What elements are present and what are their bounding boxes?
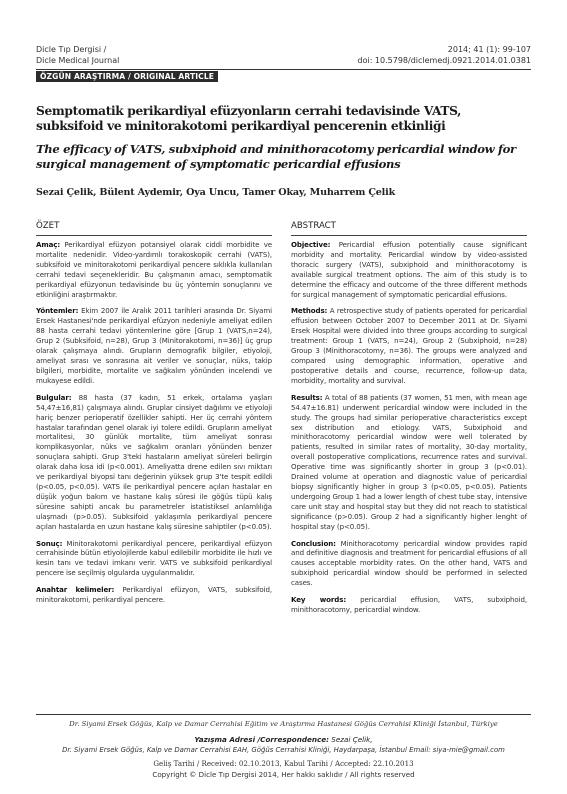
abstract-heading: ABSTRACT xyxy=(291,221,527,236)
article-type-tag: ÖZGÜN ARAŞTIRMA / ORIGINAL ARTICLE xyxy=(36,71,218,82)
affiliation: Dr. Siyami Ersek Göğüs, Kalp ve Damar Cerrahisi Eğitim ve Araştırma Hastanesi Göğüs Cerrahisi Kliniği İstanbul, Türkiye xyxy=(69,720,498,728)
received-accepted-dates: Geliş Tarihi / Received: 02.10.2013, Kabul Tarihi / Accepted: 22.10.2013 xyxy=(153,759,414,768)
title-turkish: Semptomatik perikardiyal efüzyonların cerrahi tedavisinde VATS, subksifoid ve minitorakotomi perikardiyal pencerenin etkinliği xyxy=(36,104,462,133)
abstract-objective: Objective: Pericardial effusion potentially cause significant morbidity and mortality. Pericardial window by video-assisted thoracic surgery (VATS), subxiphoid and minithoracotomy is available surgical treatment options. The aim of this study is to determine the efficacy and outcome of the three different methods for surgical management of symptomatic pericardial effusions. xyxy=(291,240,527,299)
ozet-sonuc: Sonuç: Minitorakotomi perikardiyal pencere, perikardiyal efüzyon cerrahisinde bütün etiyolojilerde kabul edilebilir morbidite ile hızlı ve kesin tanı ve tedavi imkanı verir. VATS ve subksifoid perikardiyal pencere ise seçilmiş olgularda uygulanmalıdır. xyxy=(36,538,272,578)
ozet-bulgular: Bulgular: 88 hasta (37 kadın, 51 erkek, ortalama yaşları 54,47±16,81) çalışmaya alındı. Gruplar cinsiyet dağılımı ve etiyoloji hariç benzer perioperatif özellikler sahipti. Her üç cerrahi yöntem hastalar tarafından genel olarak iyi tolere edildi. Grupların ameliyat mortalitesi, 30 günlük mortalite, tüm ameliyat sonrası komplikasyonlar, nüks ve sağkalım oranları yönünden benzer sonuçlara sahipti. Grup 3'teki hastaların ameliyat süreleri belirgin olarak daha kısa idi (p<0.001). Ameliyatta drene edilen sıvı miktarı ve perikardiyal biyopsi tanı değerinin yüksek grup 3'te tespit edildi (p<0.05, p<0.05). VATS ile perikardiyal pencere açılan hastalar en düşük yoğun bakım ve hastane kalış süresi ile göğüs tüpü kalış süresine sahipti ancak bu parametreler istatistiksel anlamlılığa ulaşmadı (p>0.05). Subksifoid yaklaşımla perikardiyal pencere açılan hastalarda en uzun hastane kalış süresine sahiptiler (p<0.05). xyxy=(36,392,272,531)
ozet-keywords: Anahtar kelimeler: Perikardiyal efüzyon, VATS, subksifoid, minitorakotomi, perikardiyal pencere. xyxy=(36,585,272,605)
abstract-keywords: Key words: pericardial effusion, VATS, subxiphoid, minithoracotomy, pericardial window. xyxy=(291,595,527,614)
correspondence: Yazışma Adresi /Correspondence: Sezai Çelik, xyxy=(194,735,373,744)
abstract-conclusion: Conclusion: Minithoracotomy pericardial window provides rapid and definitive diagnosis and treatment for pericardial effusions of all causes acceptable morbidity rates. On the other hand, VATS and subxiphoid pericardial window should be performed in selected cases. xyxy=(291,538,527,588)
author-list: Sezai Çelik, Bülent Aydemir, Oya Uncu, Tamer Okay, Muharrem Çelik xyxy=(36,187,396,198)
abstract-results: Results: A total of 88 patients (37 women, 51 men, with mean age 54.47±16.81) underwent pericardial window were included in the study. The groups had similar perioperative characteristics except sex distribution and etiology. VATS, Subxiphoid and minithoracotomy pericardial window were well tolerated by patients, resulted in similar rates of mortality, 30-day mortality, overall postoperative complications, recurrence rates and survival. Operative time was significantly shorter in group 3 (p<0.01). Drained volume at operation and diagnostic value of pericardial biopsy significantly higher in group 3 (p<0.05, p<0.05). Patients undergoing Group 1 had a lower length of chest tube stay, intensive care unit stay and hospital stay but they did not reach to statistical significance (p>0.05). Group 2 had a significantly higher lenght of hospital stay (p<0.05). xyxy=(291,392,527,531)
abstract-column xyxy=(291,221,527,619)
correspondence-address: Dr. Siyami Ersek Göğüs, Kalp ve Damar Cerrahisi EAH, Göğüs Cerrahisi Kliniği, Haydarpaşa, İstanbul Email: siya-mie@gmail.com xyxy=(62,746,505,754)
ozet-amac: Amaç: Perikardiyal efüzyon potansiyel olarak ciddi morbidite ve mortalite nedenidir. Video-yardımlı torakoskopik cerrahi (VATS), subksifoid ve minitorakotomi perikardiyal pencere sıklıkla kullanılan cerrahi tedavi seçenekleridir. Bu çalışmanın amacı, semptomatik perikardiyal efüzyonun tedavisinde bu üç yöntemin sonuçlarını ve etkinliğini araştırmaktır. xyxy=(36,240,272,299)
title-english: The efficacy of VATS, subxiphoid and minithoracotomy pericardial window for surgical management of symptomatic pericardial effusions xyxy=(36,142,516,171)
copyright: Copyright © Dicle Tıp Dergisi 2014, Her hakkı saklıdır / All rights reserved xyxy=(152,770,415,779)
ozet-heading: ÖZET xyxy=(36,221,272,236)
footer-rule xyxy=(36,714,531,715)
ozet-column xyxy=(36,221,272,609)
doi: doi: 10.5798/diclemedj.0921.2014.01.0381 xyxy=(357,56,531,65)
volume-info: 2014; 41 (1): 99-107 xyxy=(447,45,531,54)
header-rule xyxy=(36,69,531,70)
journal-name-en: Dicle Medical Journal xyxy=(36,56,120,65)
ozet-yontemler: Yöntemler: Ekim 2007 ile Aralık 2011 tarihleri arasında Dr. Siyami Ersek Hastanesi'nde perikardiyal efüzyon nedeniyle ameliyat edilen 88 hasta cerrahi tedavi yöntemlerine göre [Grup 1 (VATS,n=24), Grup 2 (Subksifoid, n=28), Grup 3 (Minitorakotomi, n=36)] üç grup olarak çalışmaya alındı. Grupların demografik bilgiler, etiyoloji, ameliyat sırası ve sonrasına ait veriler ve sonuçlar, nüks, takip bilgileri, morbidite, mortalite ve sağkalım yönünden incelendi ve mukayese edildi. xyxy=(36,306,272,385)
abstract-methods: Methods: A retrospective study of patients operated for pericardial effusion between October 2007 to December 2011 at Dr. Siyami Ersek Hospital were divided into three groups according to surgical treatment: Group 1 (VATS, n=24), Group 2 (Subxiphoid, n=28) Group 3 (Minithoracotomy, n=36). The groups were analyzed and compared using demographic information, operative and postoperative details and course, recurrence, follow-up data, morbidity, mortality and survival. xyxy=(291,306,527,385)
journal-name-tr: Dicle Tıp Dergisi / xyxy=(36,45,107,54)
